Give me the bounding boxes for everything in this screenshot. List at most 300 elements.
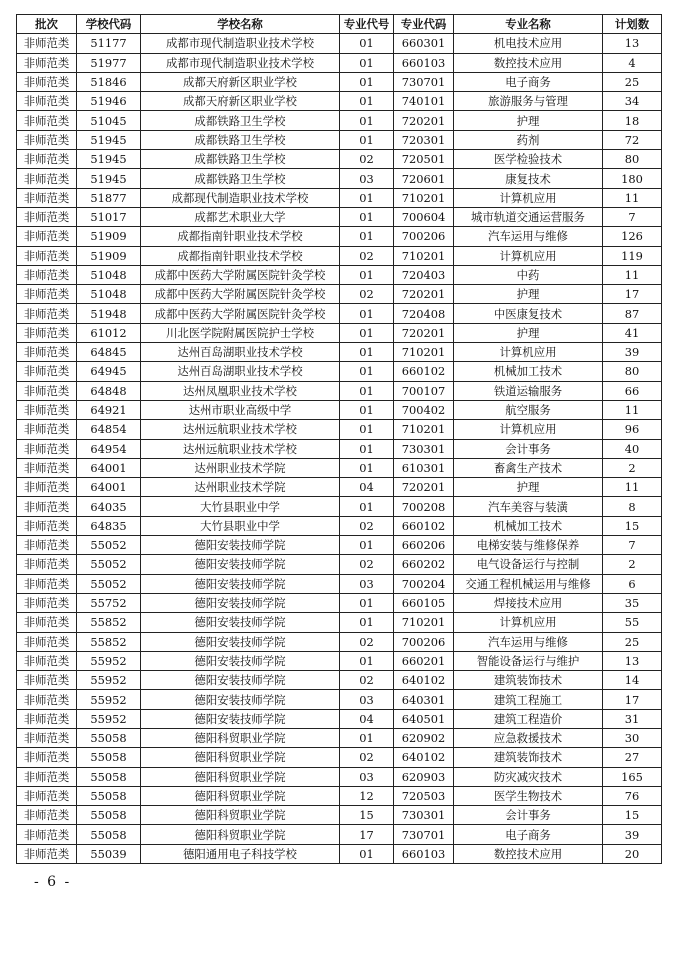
cell-major-name: 焊接技术应用	[454, 593, 603, 612]
cell-school-code: 51909	[77, 227, 141, 246]
cell-batch: 非师范类	[17, 574, 77, 593]
cell-major-name: 计算机应用	[454, 343, 603, 362]
table-row	[17, 613, 662, 632]
cell-major-name: 中医康复技术	[454, 304, 603, 323]
cell-major-no: 03	[340, 767, 394, 786]
cell-school-code: 51945	[77, 130, 141, 149]
header-school-name: 学校名称	[141, 15, 340, 34]
cell-batch: 非师范类	[17, 53, 77, 72]
cell-plan-count: 14	[603, 671, 662, 690]
cell-school-name: 大竹县职业中学	[141, 516, 340, 535]
cell-school-code: 55952	[77, 651, 141, 670]
cell-school-code: 55058	[77, 728, 141, 747]
cell-major-name: 机械加工技术	[454, 362, 603, 381]
cell-major-no: 03	[340, 690, 394, 709]
cell-major-code: 660103	[394, 53, 454, 72]
table-row	[17, 632, 662, 651]
cell-plan-count: 20	[603, 844, 662, 863]
cell-school-code: 51948	[77, 304, 141, 323]
cell-school-name: 成都中医药大学附属医院针灸学校	[141, 285, 340, 304]
table-row	[17, 748, 662, 767]
cell-school-name: 德阳科贸职业学院	[141, 748, 340, 767]
table-row	[17, 304, 662, 323]
cell-major-code: 720201	[394, 323, 454, 342]
table-row	[17, 130, 662, 149]
cell-major-name: 汽车美容与装潢	[454, 497, 603, 516]
table-row	[17, 323, 662, 342]
cell-school-name: 德阳安装技师学院	[141, 555, 340, 574]
cell-batch: 非师范类	[17, 188, 77, 207]
table-row	[17, 767, 662, 786]
cell-plan-count: 72	[603, 130, 662, 149]
cell-plan-count: 34	[603, 92, 662, 111]
cell-plan-count: 6	[603, 574, 662, 593]
page-number: - 6 -	[34, 874, 72, 890]
cell-major-code: 730701	[394, 72, 454, 91]
cell-batch: 非师范类	[17, 690, 77, 709]
cell-school-code: 55058	[77, 825, 141, 844]
cell-plan-count: 7	[603, 207, 662, 226]
cell-major-name: 建筑装饰技术	[454, 748, 603, 767]
cell-school-name: 成都指南针职业技术学校	[141, 246, 340, 265]
header-row	[17, 15, 662, 34]
cell-batch: 非师范类	[17, 593, 77, 612]
table-row	[17, 728, 662, 747]
cell-school-name: 德阳科贸职业学院	[141, 806, 340, 825]
cell-school-name: 达州凤凰职业技术学校	[141, 381, 340, 400]
table-row	[17, 651, 662, 670]
cell-school-name: 川北医学院附属医院护士学校	[141, 323, 340, 342]
cell-major-no: 01	[340, 323, 394, 342]
cell-school-code: 64001	[77, 458, 141, 477]
cell-major-name: 汽车运用与维修	[454, 227, 603, 246]
cell-plan-count: 41	[603, 323, 662, 342]
cell-major-no: 01	[340, 34, 394, 53]
cell-school-name: 德阳科贸职业学院	[141, 786, 340, 805]
cell-major-no: 01	[340, 844, 394, 863]
cell-plan-count: 40	[603, 439, 662, 458]
cell-major-code: 660301	[394, 34, 454, 53]
cell-major-code: 660102	[394, 362, 454, 381]
cell-school-name: 成都指南针职业技术学校	[141, 227, 340, 246]
cell-major-no: 01	[340, 92, 394, 111]
cell-school-code: 51909	[77, 246, 141, 265]
cell-school-code: 55952	[77, 709, 141, 728]
cell-school-code: 64848	[77, 381, 141, 400]
cell-batch: 非师范类	[17, 709, 77, 728]
cell-school-name: 成都铁路卫生学校	[141, 130, 340, 149]
cell-plan-count: 7	[603, 536, 662, 555]
cell-batch: 非师范类	[17, 728, 77, 747]
cell-school-name: 德阳安装技师学院	[141, 536, 340, 555]
cell-school-name: 德阳安装技师学院	[141, 593, 340, 612]
cell-school-name: 达州百岛湖职业技术学校	[141, 362, 340, 381]
cell-school-code: 64035	[77, 497, 141, 516]
cell-major-code: 660206	[394, 536, 454, 555]
cell-major-no: 01	[340, 304, 394, 323]
cell-batch: 非师范类	[17, 169, 77, 188]
cell-major-code: 700604	[394, 207, 454, 226]
cell-batch: 非师范类	[17, 825, 77, 844]
table-row	[17, 207, 662, 226]
table-row	[17, 825, 662, 844]
cell-major-name: 城市轨道交通运营服务	[454, 207, 603, 226]
cell-school-code: 55058	[77, 767, 141, 786]
cell-batch: 非师范类	[17, 536, 77, 555]
cell-school-code: 55052	[77, 536, 141, 555]
cell-major-code: 660103	[394, 844, 454, 863]
cell-school-code: 64845	[77, 343, 141, 362]
cell-major-no: 15	[340, 806, 394, 825]
cell-plan-count: 31	[603, 709, 662, 728]
table-row	[17, 111, 662, 130]
cell-major-name: 电子商务	[454, 825, 603, 844]
cell-batch: 非师范类	[17, 207, 77, 226]
table-row	[17, 150, 662, 169]
table-row	[17, 53, 662, 72]
cell-batch: 非师范类	[17, 420, 77, 439]
cell-school-name: 德阳安装技师学院	[141, 651, 340, 670]
cell-batch: 非师范类	[17, 381, 77, 400]
cell-batch: 非师范类	[17, 227, 77, 246]
cell-school-name: 大竹县职业中学	[141, 497, 340, 516]
cell-major-code: 720501	[394, 150, 454, 169]
cell-school-code: 51048	[77, 265, 141, 284]
table-row	[17, 690, 662, 709]
cell-school-code: 51877	[77, 188, 141, 207]
cell-school-code: 51017	[77, 207, 141, 226]
cell-major-no: 02	[340, 632, 394, 651]
cell-batch: 非师范类	[17, 304, 77, 323]
cell-batch: 非师范类	[17, 323, 77, 342]
cell-school-name: 成都市现代制造职业技术学校	[141, 53, 340, 72]
cell-plan-count: 25	[603, 632, 662, 651]
cell-major-name: 机电技术应用	[454, 34, 603, 53]
cell-major-name: 数控技术应用	[454, 53, 603, 72]
cell-major-name: 应急救援技术	[454, 728, 603, 747]
cell-major-no: 01	[340, 381, 394, 400]
cell-major-code: 710201	[394, 246, 454, 265]
cell-school-code: 55852	[77, 632, 141, 651]
cell-school-name: 德阳科贸职业学院	[141, 728, 340, 747]
table-row	[17, 362, 662, 381]
cell-batch: 非师范类	[17, 844, 77, 863]
table-row	[17, 709, 662, 728]
cell-major-code: 710201	[394, 343, 454, 362]
cell-batch: 非师范类	[17, 150, 77, 169]
cell-plan-count: 15	[603, 516, 662, 535]
cell-major-no: 01	[340, 497, 394, 516]
cell-batch: 非师范类	[17, 400, 77, 419]
cell-plan-count: 165	[603, 767, 662, 786]
cell-plan-count: 17	[603, 690, 662, 709]
cell-school-name: 达州远航职业技术学校	[141, 439, 340, 458]
cell-major-no: 04	[340, 478, 394, 497]
cell-school-code: 64835	[77, 516, 141, 535]
cell-major-name: 计算机应用	[454, 613, 603, 632]
cell-major-no: 04	[340, 709, 394, 728]
cell-major-name: 防灾减灾技术	[454, 767, 603, 786]
cell-major-name: 中药	[454, 265, 603, 284]
cell-plan-count: 66	[603, 381, 662, 400]
cell-school-code: 55058	[77, 806, 141, 825]
header-plan-count: 计划数	[603, 15, 662, 34]
cell-plan-count: 119	[603, 246, 662, 265]
cell-major-no: 03	[340, 574, 394, 593]
cell-major-code: 660201	[394, 651, 454, 670]
cell-major-name: 护理	[454, 111, 603, 130]
cell-batch: 非师范类	[17, 439, 77, 458]
cell-major-name: 医学检验技术	[454, 150, 603, 169]
cell-school-code: 55039	[77, 844, 141, 863]
table-row	[17, 536, 662, 555]
cell-major-no: 01	[340, 420, 394, 439]
table-row	[17, 246, 662, 265]
table-row	[17, 516, 662, 535]
cell-school-code: 51048	[77, 285, 141, 304]
cell-plan-count: 27	[603, 748, 662, 767]
cell-major-name: 计算机应用	[454, 246, 603, 265]
cell-major-code: 700206	[394, 227, 454, 246]
cell-batch: 非师范类	[17, 111, 77, 130]
header-school-code: 学校代码	[77, 15, 141, 34]
cell-school-name: 德阳通用电子科技学校	[141, 844, 340, 863]
table-row	[17, 343, 662, 362]
table-row	[17, 555, 662, 574]
cell-major-name: 医学生物技术	[454, 786, 603, 805]
cell-school-code: 51177	[77, 34, 141, 53]
cell-school-name: 德阳安装技师学院	[141, 690, 340, 709]
cell-school-code: 51846	[77, 72, 141, 91]
cell-major-code: 730301	[394, 806, 454, 825]
cell-major-no: 17	[340, 825, 394, 844]
cell-school-code: 64945	[77, 362, 141, 381]
cell-plan-count: 8	[603, 497, 662, 516]
cell-major-name: 护理	[454, 285, 603, 304]
cell-major-no: 01	[340, 53, 394, 72]
cell-plan-count: 126	[603, 227, 662, 246]
cell-major-name: 铁道运输服务	[454, 381, 603, 400]
cell-batch: 非师范类	[17, 767, 77, 786]
cell-major-no: 01	[340, 651, 394, 670]
cell-major-code: 710201	[394, 613, 454, 632]
table-row	[17, 497, 662, 516]
cell-major-code: 700206	[394, 632, 454, 651]
cell-school-name: 德阳科贸职业学院	[141, 767, 340, 786]
cell-major-code: 720408	[394, 304, 454, 323]
cell-plan-count: 2	[603, 555, 662, 574]
header-major-no: 专业代号	[340, 15, 394, 34]
cell-school-name: 达州市职业高级中学	[141, 400, 340, 419]
header-major-code: 专业代码	[394, 15, 454, 34]
cell-school-name: 成都天府新区职业学校	[141, 72, 340, 91]
cell-batch: 非师范类	[17, 72, 77, 91]
cell-major-no: 01	[340, 188, 394, 207]
cell-major-code: 740101	[394, 92, 454, 111]
cell-school-name: 德阳安装技师学院	[141, 632, 340, 651]
cell-school-name: 成都市现代制造职业技术学校	[141, 34, 340, 53]
cell-major-name: 会计事务	[454, 439, 603, 458]
cell-major-name: 畜禽生产技术	[454, 458, 603, 477]
cell-major-no: 01	[340, 362, 394, 381]
cell-major-code: 640501	[394, 709, 454, 728]
cell-major-no: 01	[340, 72, 394, 91]
cell-major-code: 610301	[394, 458, 454, 477]
cell-school-code: 64954	[77, 439, 141, 458]
cell-plan-count: 13	[603, 34, 662, 53]
cell-batch: 非师范类	[17, 555, 77, 574]
cell-plan-count: 2	[603, 458, 662, 477]
cell-major-name: 护理	[454, 323, 603, 342]
cell-plan-count: 15	[603, 806, 662, 825]
table-body	[17, 34, 662, 864]
table-row	[17, 671, 662, 690]
cell-school-code: 51045	[77, 111, 141, 130]
cell-batch: 非师范类	[17, 806, 77, 825]
cell-school-name: 达州远航职业技术学校	[141, 420, 340, 439]
cell-major-name: 电梯安装与维修保养	[454, 536, 603, 555]
cell-major-no: 01	[340, 265, 394, 284]
cell-major-code: 700402	[394, 400, 454, 419]
cell-school-name: 成都中医药大学附属医院针灸学校	[141, 265, 340, 284]
table-row	[17, 806, 662, 825]
table-row	[17, 844, 662, 863]
cell-plan-count: 55	[603, 613, 662, 632]
cell-school-code: 55058	[77, 786, 141, 805]
cell-school-name: 成都天府新区职业学校	[141, 92, 340, 111]
cell-major-no: 12	[340, 786, 394, 805]
cell-major-name: 药剂	[454, 130, 603, 149]
cell-major-name: 会计事务	[454, 806, 603, 825]
cell-plan-count: 87	[603, 304, 662, 323]
cell-batch: 非师范类	[17, 34, 77, 53]
cell-major-code: 720503	[394, 786, 454, 805]
cell-plan-count: 11	[603, 478, 662, 497]
table-row	[17, 92, 662, 111]
cell-major-name: 汽车运用与维修	[454, 632, 603, 651]
cell-batch: 非师范类	[17, 265, 77, 284]
cell-major-code: 660105	[394, 593, 454, 612]
cell-major-no: 02	[340, 555, 394, 574]
cell-school-name: 成都铁路卫生学校	[141, 150, 340, 169]
cell-major-code: 620902	[394, 728, 454, 747]
cell-major-no: 02	[340, 285, 394, 304]
cell-school-name: 德阳安装技师学院	[141, 671, 340, 690]
cell-major-no: 01	[340, 536, 394, 555]
cell-major-name: 护理	[454, 478, 603, 497]
cell-batch: 非师范类	[17, 786, 77, 805]
cell-major-no: 01	[340, 593, 394, 612]
cell-plan-count: 80	[603, 150, 662, 169]
table-row	[17, 786, 662, 805]
cell-batch: 非师范类	[17, 497, 77, 516]
cell-batch: 非师范类	[17, 516, 77, 535]
cell-batch: 非师范类	[17, 632, 77, 651]
cell-major-code: 720601	[394, 169, 454, 188]
cell-major-no: 02	[340, 516, 394, 535]
table-row	[17, 34, 662, 53]
cell-major-code: 620903	[394, 767, 454, 786]
cell-school-name: 达州职业技术学院	[141, 458, 340, 477]
cell-school-code: 55952	[77, 671, 141, 690]
cell-school-code: 55952	[77, 690, 141, 709]
cell-major-no: 01	[340, 613, 394, 632]
cell-major-name: 建筑工程施工	[454, 690, 603, 709]
cell-major-name: 旅游服务与管理	[454, 92, 603, 111]
cell-batch: 非师范类	[17, 343, 77, 362]
cell-plan-count: 25	[603, 72, 662, 91]
table-row	[17, 593, 662, 612]
cell-plan-count: 11	[603, 400, 662, 419]
cell-major-code: 720403	[394, 265, 454, 284]
cell-major-code: 710201	[394, 420, 454, 439]
cell-major-name: 航空服务	[454, 400, 603, 419]
cell-school-code: 55058	[77, 748, 141, 767]
table-row	[17, 169, 662, 188]
cell-school-name: 成都铁路卫生学校	[141, 169, 340, 188]
cell-major-name: 电子商务	[454, 72, 603, 91]
cell-plan-count: 76	[603, 786, 662, 805]
cell-major-no: 02	[340, 246, 394, 265]
cell-plan-count: 13	[603, 651, 662, 670]
cell-school-code: 61012	[77, 323, 141, 342]
cell-batch: 非师范类	[17, 362, 77, 381]
cell-school-code: 64001	[77, 478, 141, 497]
cell-batch: 非师范类	[17, 130, 77, 149]
cell-major-no: 01	[340, 439, 394, 458]
table-row	[17, 72, 662, 91]
header-major-name: 专业名称	[454, 15, 603, 34]
cell-major-no: 01	[340, 458, 394, 477]
cell-major-no: 01	[340, 400, 394, 419]
enrollment-plan-table	[16, 14, 662, 864]
cell-plan-count: 18	[603, 111, 662, 130]
cell-school-code: 51977	[77, 53, 141, 72]
cell-major-code: 640301	[394, 690, 454, 709]
cell-plan-count: 17	[603, 285, 662, 304]
cell-major-name: 建筑装饰技术	[454, 671, 603, 690]
header-batch: 批次	[17, 15, 77, 34]
cell-major-name: 电气设备运行与控制	[454, 555, 603, 574]
cell-major-code: 700204	[394, 574, 454, 593]
table-row	[17, 458, 662, 477]
table-row	[17, 188, 662, 207]
cell-school-code: 55752	[77, 593, 141, 612]
cell-school-name: 成都铁路卫生学校	[141, 111, 340, 130]
cell-school-name: 成都现代制造职业技术学校	[141, 188, 340, 207]
cell-major-code: 660202	[394, 555, 454, 574]
cell-batch: 非师范类	[17, 748, 77, 767]
cell-plan-count: 39	[603, 343, 662, 362]
cell-major-code: 660102	[394, 516, 454, 535]
cell-school-name: 德阳安装技师学院	[141, 574, 340, 593]
cell-batch: 非师范类	[17, 458, 77, 477]
cell-batch: 非师范类	[17, 92, 77, 111]
cell-school-code: 51945	[77, 150, 141, 169]
table-row	[17, 400, 662, 419]
table-row	[17, 574, 662, 593]
cell-school-name: 德阳安装技师学院	[141, 613, 340, 632]
cell-school-name: 成都艺术职业大学	[141, 207, 340, 226]
cell-school-name: 德阳安装技师学院	[141, 709, 340, 728]
cell-batch: 非师范类	[17, 246, 77, 265]
cell-school-name: 达州职业技术学院	[141, 478, 340, 497]
cell-major-name: 智能设备运行与维护	[454, 651, 603, 670]
cell-major-name: 建筑工程造价	[454, 709, 603, 728]
cell-major-no: 01	[340, 227, 394, 246]
cell-plan-count: 11	[603, 188, 662, 207]
cell-major-name: 交通工程机械运用与维修	[454, 574, 603, 593]
